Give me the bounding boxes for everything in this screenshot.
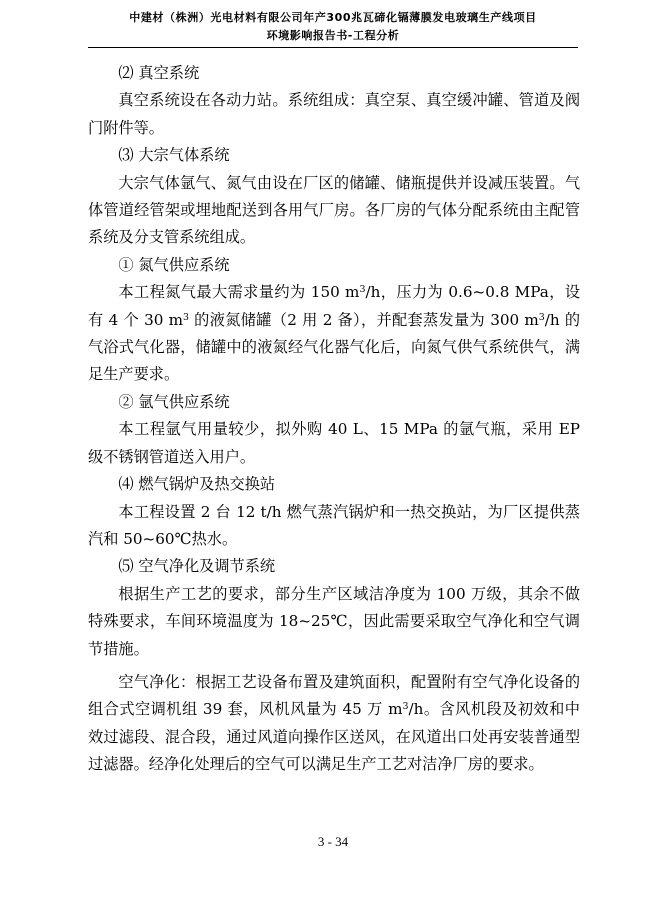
header-divider [88,47,578,48]
page-number: 3 - 34 [317,834,349,849]
paragraph-air-purification-details: 空气净化：根据工艺设备布置及建筑面积，配置附有空气净化设备的组合式空调机组 39 套，风机风量为 45 万 $m^3/h$。含风机段及初效和中效过滤段、混合段，通过风道向操作区送风，在风道出口处再安装普通型过滤器。经净化处理后的空气可以满足生产工艺对洁净厂房的要求。 [88,672,580,774]
document-body [88,60,580,779]
header-project-title: 中建材（株洲）光电材料有限公司年产300兆瓦碲化镉薄膜发电玻璃生产线项目 [129,11,537,24]
heading-argon-supply: ② 氩气供应系统 [118,392,230,411]
heading-nitrogen-supply: ① 氮气供应系统 [118,255,230,274]
heading-air-purification: ⑸ 空气净化及调节系统 [118,557,276,576]
paragraph-argon-supply: 本工程氩气用量较少，拟外购 40 L、15 MPa 的氩气瓶，采用 EP 级不锈钢管道送入用户。 [88,420,580,466]
paragraph-nitrogen-supply: 本工程氮气最大需求量约为 150 $m^3/h$，压力为 0.6~0.8 MPa，设有 4 个 30 $m^3$ 的液氮储罐（2 用 2 备），并配套蒸发量为 300 $m^3/h$ 的气浴式气化器，储罐中的液氮经气化器气化后，向氮气供气系统供气，满足生产要求。 [88,283,581,384]
page-header [0,10,666,44]
heading-vacuum-system: ⑵ 真空系统 [118,64,200,82]
paragraph-bulk-gas-system: 大宗气体氩气、氮气由设在厂区的储罐、储瓶提供并设减压装置。气体管道经管架或埋地配送到各用气厂房。各厂房的气体分配系统由主配管系统及分支管系统组成。 [88,173,580,247]
header-section-title: 环境影响报告书-工程分析 [266,29,400,42]
heading-bulk-gas-system: ⑶ 大宗气体系统 [118,146,230,165]
paragraph-air-purification-requirements: 根据生产工艺的要求，部分生产区域洁净度为 100 万级，其余不做特殊要求，车间环境温度为 18~25℃，因此需要采取空气净化和空气调节措施。 [88,584,580,658]
paragraph-vacuum-system: 真空系统设在各动力站。系统组成：真空泵、真空缓冲罐、管道及阀门附件等。 [88,91,580,137]
heading-gas-boiler: ⑷ 燃气锅炉及热交换站 [118,475,276,494]
paragraph-gas-boiler: 本工程设置 2 台 12 t/h 燃气蒸汽锅炉和一热交换站，为厂区提供蒸汽和 50~60℃热水。 [88,502,580,548]
